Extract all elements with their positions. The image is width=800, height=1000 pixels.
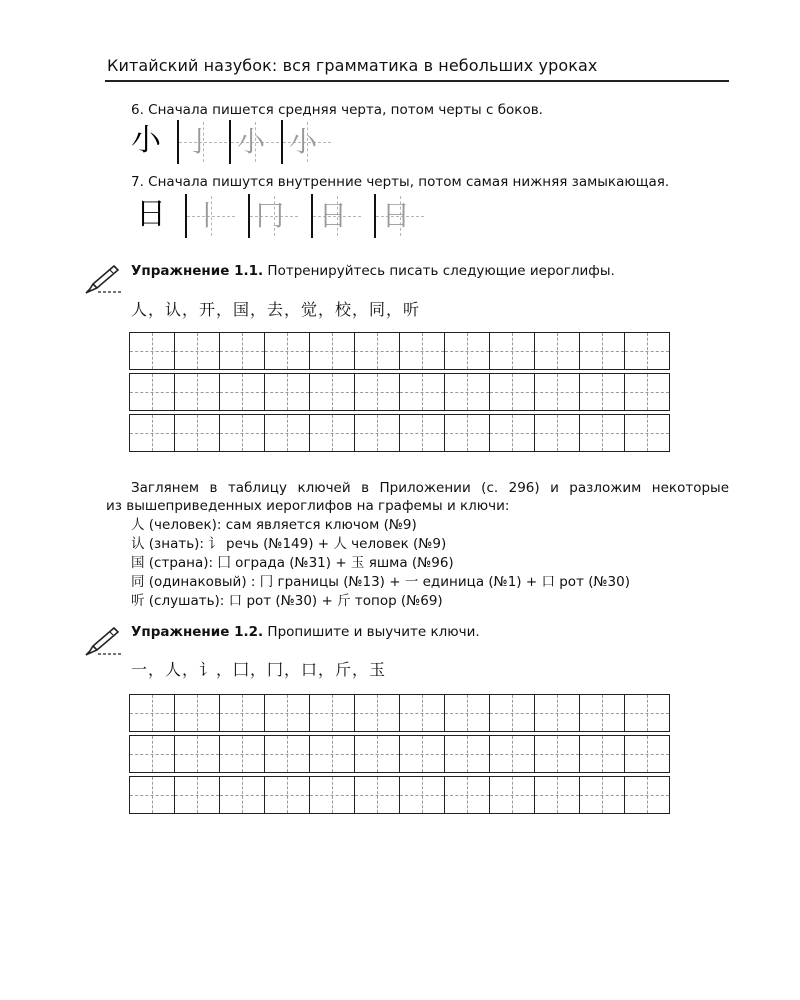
rule-7-step-glyph: 日 (319, 199, 348, 232)
practice-cell (310, 415, 355, 452)
practice-cell (130, 695, 175, 732)
header-rule (105, 80, 729, 82)
rule-6-stroke-step-2 (229, 122, 279, 162)
practice-cell (310, 695, 355, 732)
practice-cell (220, 374, 265, 411)
exercise-1-1-instruction: Потренируйтесь писать следующие иероглифы. (263, 263, 615, 279)
practice-cell (400, 777, 445, 814)
exercise-1-2-instruction: Пропишите и выучите ключи. (263, 624, 480, 640)
practice-cell (355, 333, 400, 370)
practice-cell (445, 415, 490, 452)
practice-cell (310, 736, 355, 773)
analysis-item: 人 (человек): сам является ключом (№9) (131, 517, 417, 533)
practice-cell (445, 777, 490, 814)
practice-cell (580, 333, 625, 370)
practice-cell (130, 374, 175, 411)
practice-cell (265, 374, 310, 411)
practice-grid-row (130, 777, 670, 814)
practice-grid-row (130, 374, 670, 411)
practice-cell (400, 333, 445, 370)
practice-cell (265, 415, 310, 452)
practice-cell (580, 695, 625, 732)
practice-cell (355, 777, 400, 814)
practice-cell (265, 736, 310, 773)
rule-6-step-glyph: 小 (289, 125, 318, 158)
practice-cell (355, 736, 400, 773)
practice-cell (445, 333, 490, 370)
practice-grid-1 (129, 332, 670, 452)
practice-cell (445, 374, 490, 411)
practice-cell (625, 374, 670, 411)
practice-cell (580, 374, 625, 411)
practice-cell (265, 777, 310, 814)
rule-7-stroke-step-2 (248, 196, 298, 236)
analysis-item: 国 (страна): 囗 ограда (№31) + 玉 яшма (№96) (131, 555, 454, 571)
practice-cell (175, 415, 220, 452)
practice-cell (625, 777, 670, 814)
practice-cell (535, 736, 580, 773)
pen-icon (84, 262, 122, 296)
analysis-intro-line-1: Заглянем в таблицу ключей в Приложении (с. 296) и разложим некоторые (131, 480, 729, 496)
rule-7-stroke-step-1 (185, 196, 235, 236)
exercise-1-1-label: Упражнение 1.1. (131, 263, 264, 279)
practice-cell (175, 736, 220, 773)
practice-cell (355, 695, 400, 732)
practice-cell (220, 695, 265, 732)
exercise-1-1-characters: 人，认，开，国，去，觉，校，同，听 (131, 300, 421, 319)
rule-7-text: 7. Сначала пишутся внутренние черты, потом самая нижняя замыкающая. (131, 174, 670, 190)
rule-6-text: 6. Сначала пишется средняя черта, потом черты с боков. (131, 102, 543, 118)
analysis-item: 听 (слушать): 口 рот (№30) + 斤 топор (№69) (131, 593, 443, 609)
practice-cell (355, 415, 400, 452)
rule-7-stroke-step-3 (311, 196, 361, 236)
practice-cell (535, 415, 580, 452)
rule-6-stroke-step-1 (177, 122, 227, 162)
practice-cell (310, 374, 355, 411)
practice-grid-row (130, 415, 670, 452)
rule-7-step-glyph: 丨 (193, 199, 222, 232)
analysis-item: 认 (знать): 讠 речь (№149) + 人 человек (№9) (131, 536, 447, 552)
practice-cell (625, 695, 670, 732)
rule-6-step-glyph: 亅 (185, 125, 214, 158)
practice-cell (175, 695, 220, 732)
practice-cell (535, 374, 580, 411)
practice-cell (580, 777, 625, 814)
pen-icon (84, 624, 122, 658)
exercise-1-2-characters: 一，人，讠，囗，冂，口，斤，玉 (131, 660, 387, 679)
practice-cell (490, 415, 535, 452)
practice-cell (130, 415, 175, 452)
practice-grid-row (130, 695, 670, 732)
practice-cell (445, 736, 490, 773)
practice-cell (265, 333, 310, 370)
rule-6-step-glyph: 小 (237, 125, 266, 158)
practice-cell (625, 333, 670, 370)
practice-grid-2 (129, 694, 670, 814)
practice-cell (310, 777, 355, 814)
rule-7-step-glyph: 日 (382, 199, 411, 232)
practice-cell (490, 695, 535, 732)
practice-cell (580, 415, 625, 452)
practice-cell (175, 333, 220, 370)
practice-cell (625, 736, 670, 773)
practice-cell (355, 374, 400, 411)
practice-cell (220, 736, 265, 773)
exercise-1-2-title (131, 624, 480, 640)
practice-cell (175, 374, 220, 411)
practice-cell (400, 374, 445, 411)
practice-cell (490, 736, 535, 773)
practice-cell (175, 777, 220, 814)
practice-cell (580, 736, 625, 773)
analysis-intro-line-2: из вышеприведенных иероглифов на графемы и ключи: (106, 498, 510, 514)
rule-6-stroke-step-3 (281, 122, 331, 162)
rule-7-step-glyph: 冂 (256, 199, 285, 232)
practice-cell (535, 777, 580, 814)
practice-cell (535, 695, 580, 732)
practice-cell (130, 736, 175, 773)
rule-7-character: 日 (136, 197, 166, 232)
practice-cell (400, 736, 445, 773)
practice-cell (220, 777, 265, 814)
practice-cell (445, 695, 490, 732)
practice-cell (310, 333, 355, 370)
practice-cell (535, 333, 580, 370)
practice-cell (220, 415, 265, 452)
rule-6-character: 小 (131, 123, 161, 158)
practice-grid-row (130, 736, 670, 773)
practice-cell (130, 333, 175, 370)
exercise-1-2-label: Упражнение 1.2. (131, 624, 264, 640)
practice-cell (220, 333, 265, 370)
practice-cell (625, 415, 670, 452)
practice-cell (490, 374, 535, 411)
page-header-title: Китайский назубок: вся грамматика в небольших уроках (107, 56, 598, 75)
practice-cell (490, 333, 535, 370)
exercise-1-1-title (131, 263, 615, 279)
practice-cell (130, 777, 175, 814)
practice-cell (400, 695, 445, 732)
rule-7-stroke-step-4 (374, 196, 424, 236)
practice-grid-row (130, 333, 670, 370)
analysis-item: 同 (одинаковый) : 冂 границы (№13) + 一 единица (№1) + 口 рот (№30) (131, 574, 630, 590)
practice-cell (265, 695, 310, 732)
practice-cell (490, 777, 535, 814)
practice-cell (400, 415, 445, 452)
